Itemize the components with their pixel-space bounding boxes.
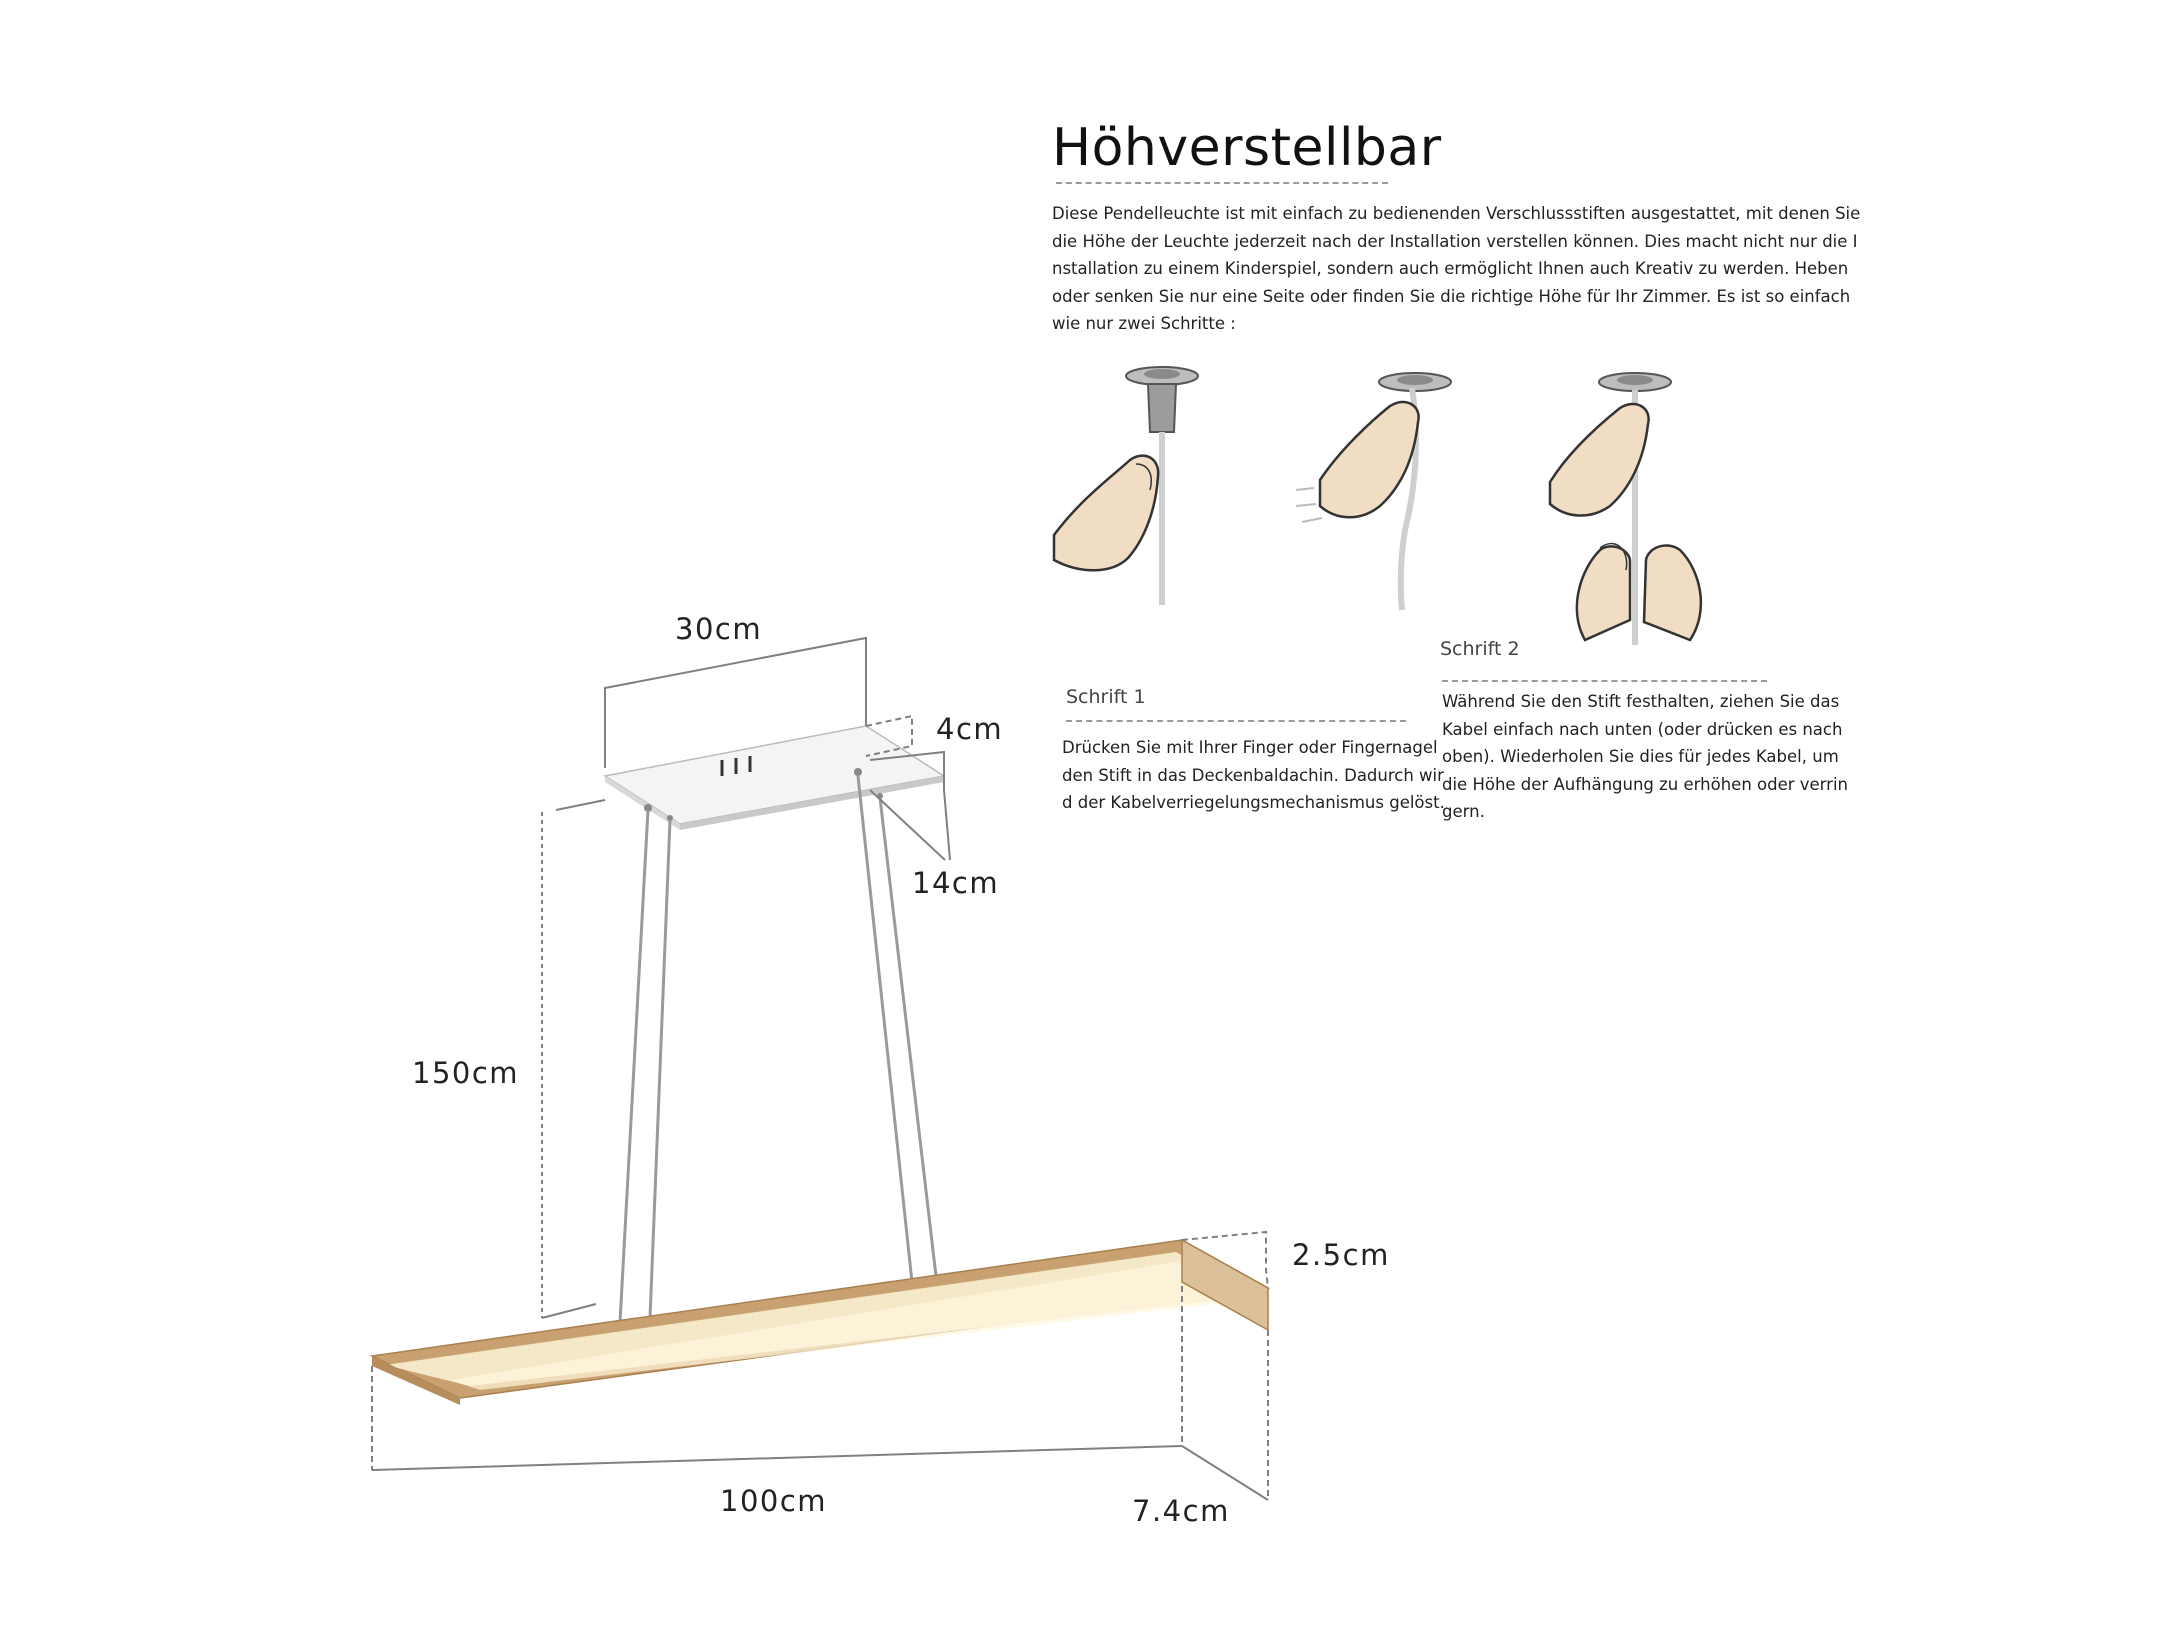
suspension-length-label: 150cm: [412, 1056, 520, 1090]
step-1-heading: Schrift 1: [1066, 686, 1146, 708]
intro-line: Diese Pendelleuchte ist mit einfach zu bedienenden Verschlussstiften ausgestattet, mit denen Sie: [1052, 204, 1861, 223]
canopy-length-label: 30cm: [675, 612, 763, 646]
step-1-line: den Stift in das Deckenbaldachin. Dadurch wir: [1062, 765, 1444, 785]
intro-line: wie nur zwei Schritte :: [1052, 314, 1236, 333]
step-2-line: Kabel einfach nach unten (oder drücken es nach: [1442, 719, 1843, 739]
intro-line: die Höhe der Leuchte jederzeit nach der Installation verstellen können. Dies macht nicht nur die I: [1052, 231, 1858, 251]
canopy-height-label: 4cm: [936, 712, 1004, 746]
step-1-line: Drücken Sie mit Ihrer Finger oder Fingernagel: [1062, 738, 1438, 757]
wooden-lamp-body: [372, 1240, 1268, 1405]
step-2-line: gern.: [1442, 802, 1485, 821]
canopy-depth-label: 14cm: [912, 866, 1000, 900]
step-2-line: oben). Wiederholen Sie dies für jedes Kabel, um: [1442, 747, 1839, 766]
lamp-length-label: 100cm: [720, 1484, 828, 1518]
step-2-line: die Höhe der Aufhängung zu erhöhen oder verrin: [1442, 774, 1849, 794]
suspension-cables: [620, 776, 936, 1322]
step-1-line: d der Kabelverriegelungsmechanismus gelöst.: [1062, 793, 1445, 812]
step-2-line: Während Sie den Stift festhalten, ziehen Sie das: [1442, 692, 1840, 711]
step-2-heading: Schrift 2: [1440, 638, 1520, 660]
lamp-height-label: 2.5cm: [1292, 1238, 1390, 1272]
lamp-depth-label: 7.4cm: [1132, 1494, 1230, 1528]
page-title: Höhverstellbar: [1052, 118, 1442, 178]
intro-line: oder senken Sie nur eine Seite oder finden Sie die richtige Höhe für Ihr Zimmer. Es ist so einfach: [1052, 286, 1851, 306]
ceiling-canopy: [605, 726, 944, 830]
intro-line: nstallation zu einem Kinderspiel, sondern auch ermöglicht Ihnen auch Kreativ zu werden. Heben: [1052, 259, 1849, 278]
